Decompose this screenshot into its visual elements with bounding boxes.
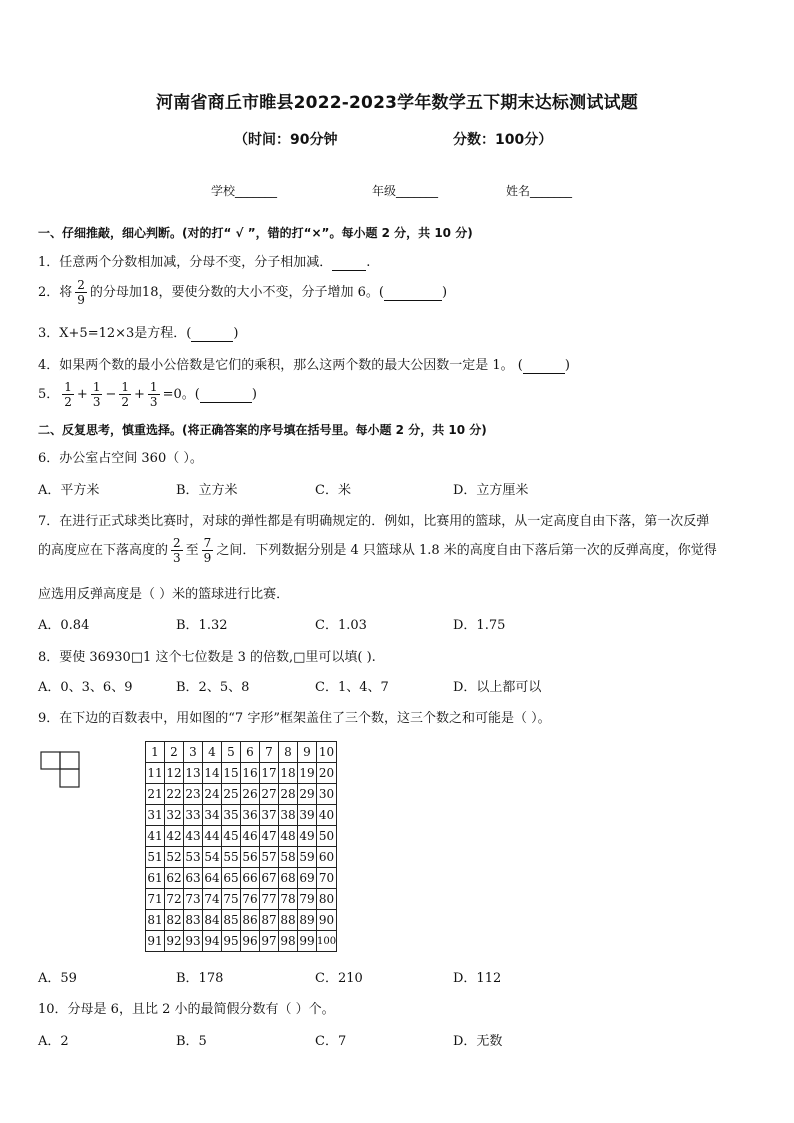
hundred-chart-cell: 59 bbox=[298, 847, 317, 868]
question-5-tail: ) bbox=[251, 387, 257, 402]
hundred-chart-cell: 16 bbox=[241, 763, 260, 784]
hundred-chart-cell: 30 bbox=[317, 784, 337, 805]
hundred-chart-cell: 19 bbox=[298, 763, 317, 784]
hundred-chart-cell: 60 bbox=[317, 847, 337, 868]
hundred-chart-row bbox=[146, 826, 337, 847]
hundred-chart-cell: 18 bbox=[279, 763, 298, 784]
fraction-numerator: 1 bbox=[121, 380, 130, 394]
hundred-chart-cell: 24 bbox=[203, 784, 222, 805]
question-5-pre: 5． bbox=[38, 387, 60, 402]
hundred-chart-cell: 84 bbox=[203, 910, 222, 931]
hundred-chart-cell: 63 bbox=[184, 868, 203, 889]
hundred-chart-row bbox=[146, 847, 337, 868]
hundred-chart-cell: 92 bbox=[165, 931, 184, 952]
question-2-pre: 2．将 bbox=[38, 285, 73, 300]
question-1 bbox=[38, 251, 370, 271]
fraction-numerator: 7 bbox=[203, 536, 212, 550]
hundred-chart-cell: 22 bbox=[165, 784, 184, 805]
question-8: 8．要使 36930□1 这个七位数是 3 的倍数,□里可以填( ). bbox=[38, 650, 376, 665]
question-7-post: 之间．下列数据分别是 4 只篮球从 1.8 米的高度自由下落后第一次的反弹高度，你觉得 bbox=[216, 543, 717, 558]
answer-blank bbox=[332, 255, 366, 271]
fraction bbox=[75, 278, 87, 307]
question-10: 10．分母是 6，且比 2 小的最简假分数有（ ）个。 bbox=[38, 1002, 335, 1017]
fraction-denominator: 2 bbox=[64, 395, 72, 409]
hundred-chart-row bbox=[146, 910, 337, 931]
question-9: 9．在下边的百数表中，用如图的“7 字形”框架盖住了三个数，这三个数之和可能是（ ）。 bbox=[38, 711, 551, 726]
option-b: B．5 bbox=[176, 1034, 207, 1049]
section-1-heading: 一、仔细推敲，细心判断。(对的打“ √ ”，错的打“×”。每小题 2 分，共 10 分) bbox=[38, 226, 473, 240]
hundred-chart-cell: 55 bbox=[222, 847, 241, 868]
hundred-chart-cell: 25 bbox=[222, 784, 241, 805]
hundred-chart-cell: 82 bbox=[165, 910, 184, 931]
option-a: A．0.84 bbox=[38, 618, 90, 633]
hundred-chart-cell: 2 bbox=[165, 742, 184, 763]
hundred-chart-cell: 58 bbox=[279, 847, 298, 868]
fraction bbox=[119, 380, 131, 409]
hundred-chart-cell: 52 bbox=[165, 847, 184, 868]
hundred-chart-row bbox=[146, 742, 337, 763]
fraction bbox=[91, 380, 103, 409]
hundred-chart-cell: 51 bbox=[146, 847, 165, 868]
hundred-chart-cell: 6 bbox=[241, 742, 260, 763]
hundred-chart-row bbox=[146, 763, 337, 784]
hundred-chart-cell: 90 bbox=[317, 910, 337, 931]
hundred-chart-cell: 44 bbox=[203, 826, 222, 847]
hundred-chart-cell: 62 bbox=[165, 868, 184, 889]
hundred-chart-cell: 93 bbox=[184, 931, 203, 952]
fraction-denominator: 3 bbox=[92, 395, 101, 409]
question-2-post: 的分母加18，要使分数的大小不变，分子增加 6。( bbox=[89, 285, 384, 300]
hundred-chart-cell: 38 bbox=[279, 805, 298, 826]
hundred-chart-cell: 97 bbox=[260, 931, 279, 952]
fraction-denominator: 9 bbox=[77, 293, 85, 307]
hundred-chart-cell: 74 bbox=[203, 889, 222, 910]
hundred-chart-cell: 69 bbox=[298, 868, 317, 889]
hundred-chart-cell: 33 bbox=[184, 805, 203, 826]
hundred-chart-cell: 64 bbox=[203, 868, 222, 889]
question-1-text: 1．任意两个分数相加减，分母不变，分子相加减． bbox=[38, 255, 333, 270]
hundred-chart-cell: 67 bbox=[260, 868, 279, 889]
hundred-chart-cell: 85 bbox=[222, 910, 241, 931]
hundred-chart-cell: 86 bbox=[241, 910, 260, 931]
exam-score: 分数：100分） bbox=[453, 132, 553, 148]
hundred-chart-cell: 14 bbox=[203, 763, 222, 784]
seven-shape-frame-figure bbox=[40, 751, 82, 789]
answer-blank bbox=[523, 358, 565, 374]
operator: + bbox=[76, 387, 88, 402]
hundred-chart-cell: 65 bbox=[222, 868, 241, 889]
question-3-tail: ) bbox=[233, 326, 239, 341]
question-3-text: 3．X+5=12×3是方程．( bbox=[38, 326, 192, 341]
hundred-chart-cell: 31 bbox=[146, 805, 165, 826]
question-7-line-1: 7．在进行正式球类比赛时，对球的弹性都是有明确规定的．例如，比赛用的篮球，从一定高度自由下落，第一次反弹 bbox=[38, 514, 710, 529]
fraction-denominator: 3 bbox=[149, 395, 158, 409]
hundred-chart-cell: 15 bbox=[222, 763, 241, 784]
question-4-tail: ) bbox=[564, 358, 570, 373]
fraction bbox=[202, 536, 214, 565]
question-7-line-3: 应选用反弹高度是（ ）米的篮球进行比赛． bbox=[38, 587, 290, 602]
hundred-chart-cell: 79 bbox=[298, 889, 317, 910]
question-7-pre: 的高度应在下落高度的 bbox=[38, 543, 169, 558]
hundred-chart-cell: 26 bbox=[241, 784, 260, 805]
fraction-numerator: 2 bbox=[173, 536, 181, 550]
hundred-chart-cell: 29 bbox=[298, 784, 317, 805]
hundred-chart-cell: 72 bbox=[165, 889, 184, 910]
option-c: C．7 bbox=[315, 1034, 347, 1049]
hundred-chart-cell: 49 bbox=[298, 826, 317, 847]
hundred-chart-cell: 17 bbox=[260, 763, 279, 784]
hundred-chart-cell: 1 bbox=[146, 742, 165, 763]
hundred-chart-cell: 54 bbox=[203, 847, 222, 868]
hundred-chart-cell: 47 bbox=[260, 826, 279, 847]
fraction-denominator: 2 bbox=[121, 395, 130, 409]
hundred-chart-cell: 9 bbox=[298, 742, 317, 763]
option-a: A．平方米 bbox=[38, 483, 100, 498]
option-a: A．59 bbox=[38, 971, 77, 986]
hundred-chart-cell: 5 bbox=[222, 742, 241, 763]
hundred-chart-cell: 45 bbox=[222, 826, 241, 847]
hundred-chart-cell: 13 bbox=[184, 763, 203, 784]
question-1-tail: . bbox=[366, 255, 371, 270]
option-c: C．1.03 bbox=[315, 618, 367, 633]
hundred-chart-cell: 89 bbox=[298, 910, 317, 931]
question-5-post: =0。( bbox=[162, 387, 200, 402]
hundred-chart-cell: 80 bbox=[317, 889, 337, 910]
answer-blank bbox=[191, 326, 233, 342]
option-a: A．2 bbox=[38, 1034, 69, 1049]
option-c: C．米 bbox=[315, 483, 351, 498]
hundred-chart-row bbox=[146, 784, 337, 805]
hundred-chart-cell: 34 bbox=[203, 805, 222, 826]
hundred-chart-cell: 88 bbox=[279, 910, 298, 931]
hundred-chart-row bbox=[146, 931, 337, 952]
option-b: B．立方米 bbox=[176, 483, 238, 498]
fraction-denominator: 9 bbox=[203, 551, 212, 565]
hundred-chart-cell: 57 bbox=[260, 847, 279, 868]
option-b: B．178 bbox=[176, 971, 224, 986]
hundred-chart-cell: 76 bbox=[241, 889, 260, 910]
fraction-numerator: 2 bbox=[77, 278, 85, 292]
fraction bbox=[62, 380, 74, 409]
hundred-chart-cell: 87 bbox=[260, 910, 279, 931]
operator: − bbox=[105, 387, 117, 402]
hundred-chart-cell: 77 bbox=[260, 889, 279, 910]
hundred-chart-cell: 4 bbox=[203, 742, 222, 763]
option-d: D．1.75 bbox=[453, 618, 506, 633]
question-4 bbox=[38, 354, 570, 374]
question-3 bbox=[38, 322, 238, 342]
hundred-chart-cell: 94 bbox=[203, 931, 222, 952]
section-2-heading: 二、反复思考，慎重选择。(将正确答案的序号填在括号里。每小题 2 分，共 10 分) bbox=[38, 423, 487, 437]
hundred-chart-row bbox=[146, 868, 337, 889]
hundred-chart-cell: 78 bbox=[279, 889, 298, 910]
hundred-chart-cell: 81 bbox=[146, 910, 165, 931]
option-d: D．以上都可以 bbox=[453, 680, 542, 695]
hundred-chart-cell: 66 bbox=[241, 868, 260, 889]
hundred-chart-cell: 12 bbox=[165, 763, 184, 784]
hundred-chart-cell: 96 bbox=[241, 931, 260, 952]
hundred-chart-cell: 27 bbox=[260, 784, 279, 805]
hundred-chart-cell: 83 bbox=[184, 910, 203, 931]
hundred-chart-cell: 91 bbox=[146, 931, 165, 952]
hundred-chart-cell: 23 bbox=[184, 784, 203, 805]
hundred-chart-cell: 46 bbox=[241, 826, 260, 847]
hundred-chart-cell: 53 bbox=[184, 847, 203, 868]
fraction bbox=[148, 380, 160, 409]
operator: + bbox=[134, 387, 145, 402]
option-a: A．0、3、6、9 bbox=[38, 680, 133, 695]
hundred-chart-cell: 11 bbox=[146, 763, 165, 784]
hundred-chart-cell: 8 bbox=[279, 742, 298, 763]
option-b: B．1.32 bbox=[176, 618, 228, 633]
hundred-chart-cell: 10 bbox=[317, 742, 337, 763]
hundred-chart-cell: 32 bbox=[165, 805, 184, 826]
hundred-chart bbox=[145, 741, 337, 952]
question-6: 6．办公室占空间 360（ ）。 bbox=[38, 451, 203, 466]
answer-blank bbox=[200, 387, 252, 403]
option-c: C．210 bbox=[315, 971, 363, 986]
hundred-chart-cell: 98 bbox=[279, 931, 298, 952]
hundred-chart-cell: 43 bbox=[184, 826, 203, 847]
question-7-mid: 至 bbox=[185, 543, 199, 558]
exam-time: （时间：90分钟 bbox=[234, 132, 338, 148]
hundred-chart-cell: 40 bbox=[317, 805, 337, 826]
option-c: C．1、4、7 bbox=[315, 680, 389, 695]
question-2-tail: ) bbox=[441, 285, 448, 300]
name-field: 姓名_______ bbox=[506, 184, 573, 198]
hundred-chart-cell: 41 bbox=[146, 826, 165, 847]
fraction-numerator: 1 bbox=[64, 380, 72, 394]
hundred-chart-cell: 3 bbox=[184, 742, 203, 763]
hundred-chart-cell: 28 bbox=[279, 784, 298, 805]
option-b: B．2、5、8 bbox=[176, 680, 250, 695]
hundred-chart-cell: 100 bbox=[317, 931, 337, 952]
hundred-chart-cell: 61 bbox=[146, 868, 165, 889]
hundred-chart-cell: 42 bbox=[165, 826, 184, 847]
grade-field: 年级_______ bbox=[372, 184, 439, 198]
question-7-line-2 bbox=[38, 536, 717, 565]
question-4-text: 4．如果两个数的最小公倍数是它们的乘积，那么这两个数的最大公因数一定是 1。 ( bbox=[38, 358, 523, 373]
school-field: 学校_______ bbox=[211, 184, 278, 198]
hundred-chart-cell: 71 bbox=[146, 889, 165, 910]
hundred-chart-cell: 73 bbox=[184, 889, 203, 910]
hundred-chart-cell: 21 bbox=[146, 784, 165, 805]
hundred-chart-cell: 20 bbox=[317, 763, 337, 784]
hundred-chart-cell: 75 bbox=[222, 889, 241, 910]
option-d: D．立方厘米 bbox=[453, 483, 529, 498]
page-title: 河南省商丘市睢县2022-2023学年数学五下期末达标测试试题 bbox=[156, 93, 638, 113]
hundred-chart-cell: 7 bbox=[260, 742, 279, 763]
hundred-chart-row bbox=[146, 805, 337, 826]
hundred-chart-cell: 50 bbox=[317, 826, 337, 847]
question-5 bbox=[38, 380, 257, 409]
option-d: D．无数 bbox=[453, 1034, 503, 1049]
hundred-chart-row bbox=[146, 889, 337, 910]
answer-blank bbox=[384, 285, 442, 301]
hundred-chart-cell: 39 bbox=[298, 805, 317, 826]
hundred-chart-cell: 56 bbox=[241, 847, 260, 868]
question-2 bbox=[38, 278, 447, 307]
fraction-numerator: 1 bbox=[92, 380, 101, 394]
fraction-numerator: 1 bbox=[149, 380, 158, 394]
hundred-chart-cell: 68 bbox=[279, 868, 298, 889]
hundred-chart-cell: 35 bbox=[222, 805, 241, 826]
option-d: D．112 bbox=[453, 971, 502, 986]
hundred-chart-cell: 95 bbox=[222, 931, 241, 952]
fraction bbox=[171, 536, 183, 565]
fraction-denominator: 3 bbox=[173, 551, 181, 565]
hundred-chart-cell: 37 bbox=[260, 805, 279, 826]
hundred-chart-cell: 99 bbox=[298, 931, 317, 952]
hundred-chart-cell: 36 bbox=[241, 805, 260, 826]
hundred-chart-cell: 48 bbox=[279, 826, 298, 847]
hundred-chart-cell: 70 bbox=[317, 868, 337, 889]
